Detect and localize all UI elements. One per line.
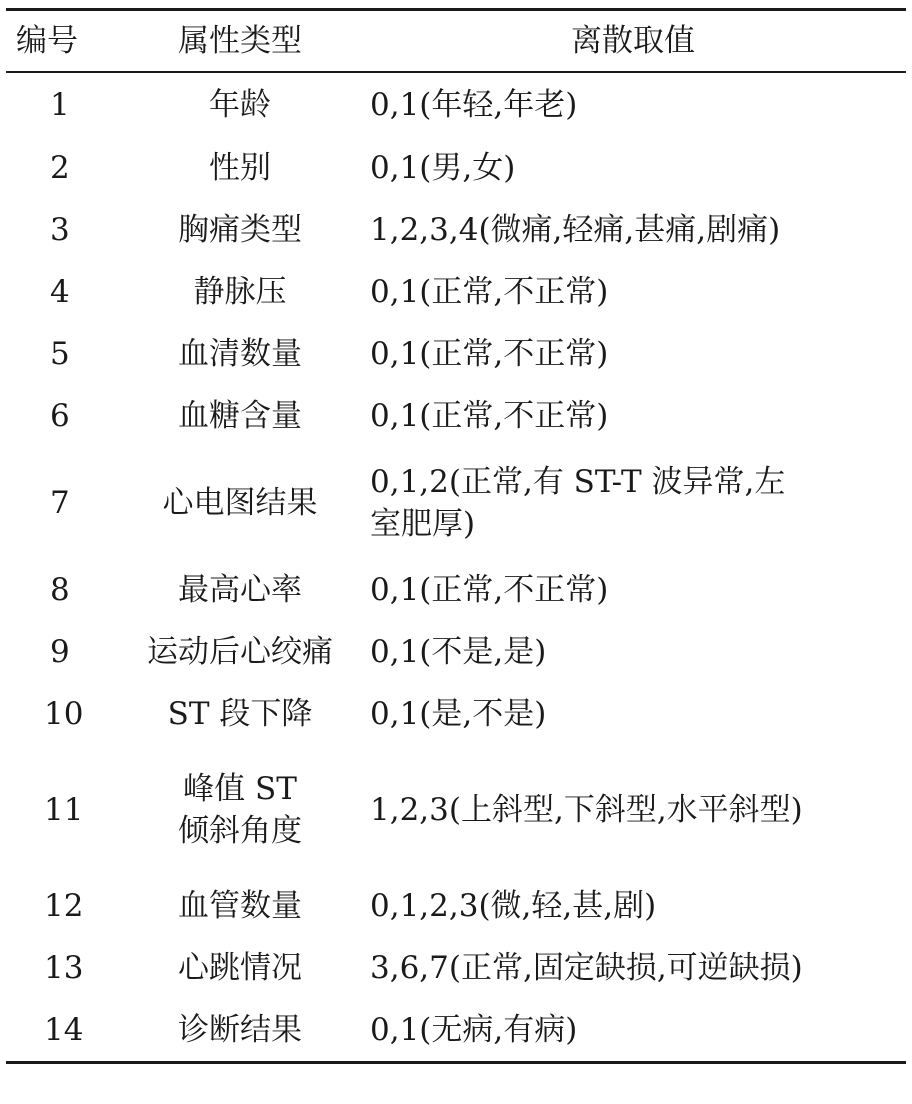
- row-attr: 静脉压: [193, 274, 287, 310]
- attribute-table-container: [6, 8, 906, 1064]
- header-row: [6, 10, 906, 73]
- row-no: 2: [50, 150, 70, 186]
- row-no: 1: [50, 87, 70, 123]
- row-attr: 血管数量: [178, 888, 302, 924]
- row-no: 8: [50, 572, 70, 608]
- row-no: 12: [44, 888, 84, 924]
- row-attr: 血糖含量: [178, 398, 302, 434]
- row-no: 13: [44, 950, 84, 986]
- row-attr-line: 峰值 ST: [183, 771, 297, 807]
- row-no: 11: [44, 792, 84, 828]
- row-values-line: 0,1,2(正常,有 ST-T 波异常,左: [370, 464, 786, 500]
- row-values: [360, 447, 906, 559]
- row-no: 4: [50, 274, 70, 310]
- row-attr: 最高心率: [178, 572, 302, 608]
- row-no: 7: [50, 485, 70, 521]
- table-row: [6, 137, 906, 199]
- table-row: [6, 199, 906, 261]
- row-attr: 胸痛类型: [178, 212, 302, 248]
- row-values: 0,1(正常,不正常): [370, 274, 609, 310]
- row-attr: ST 段下降: [167, 696, 313, 732]
- row-values: 3,6,7(正常,固定缺损,可逆缺损): [370, 950, 803, 986]
- table-row: [6, 683, 906, 745]
- table-row: [6, 559, 906, 621]
- table-row: [6, 875, 906, 937]
- header-no: 编号: [16, 23, 78, 59]
- row-values-line: 室肥厚): [370, 506, 476, 542]
- row-values: 1,2,3(上斜型,下斜型,水平斜型): [370, 792, 803, 828]
- row-attr: 心跳情况: [178, 950, 302, 986]
- table-row: [6, 745, 906, 875]
- table-row: [6, 937, 906, 999]
- row-values: 0,1(正常,不正常): [370, 398, 609, 434]
- row-values: 0,1(是,不是): [370, 696, 547, 732]
- row-attr: 诊断结果: [178, 1012, 302, 1048]
- row-values: 0,1(正常,不正常): [370, 572, 609, 608]
- table-body: [6, 72, 906, 1063]
- row-no: 5: [50, 336, 70, 372]
- row-attr: [120, 745, 360, 875]
- header-discrete-values: 离散取值: [571, 23, 695, 59]
- table-row: [6, 72, 906, 137]
- row-no: 9: [50, 634, 70, 670]
- table-row: [6, 323, 906, 385]
- row-values: 0,1,2,3(微,轻,甚,剧): [370, 888, 657, 924]
- row-no: 6: [50, 398, 70, 434]
- header-attr-type: 属性类型: [178, 23, 302, 59]
- row-values: 0,1(不是,是): [370, 634, 547, 670]
- row-no: 10: [44, 696, 84, 732]
- row-values: 0,1(无病,有病): [370, 1012, 578, 1048]
- row-values: 0,1(年轻,年老): [370, 87, 578, 123]
- row-values: 0,1(男,女): [370, 150, 516, 186]
- table-row: [6, 385, 906, 447]
- row-attr-line: 倾斜角度: [178, 813, 302, 849]
- row-attr: 运动后心绞痛: [147, 634, 333, 670]
- table-row: [6, 999, 906, 1063]
- row-attr: 性别: [209, 150, 271, 186]
- table-row: [6, 261, 906, 323]
- row-attr: 年龄: [209, 87, 271, 123]
- row-no: 3: [50, 212, 70, 248]
- table-header: [6, 10, 906, 73]
- table-row: [6, 447, 906, 559]
- row-values: 1,2,3,4(微痛,轻痛,甚痛,剧痛): [370, 212, 781, 248]
- row-no: 14: [44, 1012, 84, 1048]
- row-attr: 血清数量: [178, 336, 302, 372]
- row-attr: 心电图结果: [162, 485, 318, 521]
- attribute-table: [6, 8, 906, 1064]
- table-row: [6, 621, 906, 683]
- row-values: 0,1(正常,不正常): [370, 336, 609, 372]
